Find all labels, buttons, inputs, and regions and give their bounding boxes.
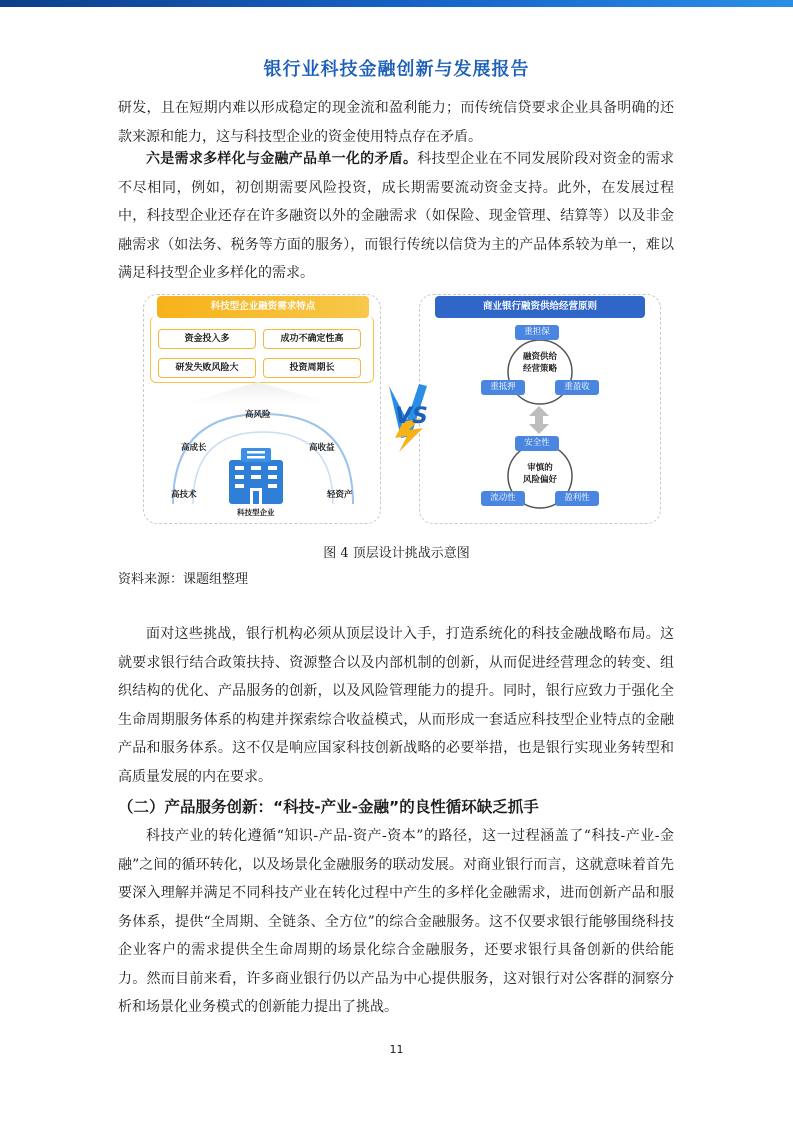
section-heading: （二）产品服务创新：“科技-产业-金融”的良性循环缺乏抓手 [118,798,539,816]
vs-text: VS [395,404,428,429]
left-panel-title: 科技型企业融资需求特点 [157,296,369,318]
paragraph-2 [118,145,674,288]
paragraph-2-lead: 六是需求多样化与金融产品单一化的矛盾。 [146,151,418,167]
pill-collateral: 重抵押 [481,380,525,395]
tag-investment-cycle: 投资周期长 [263,358,361,378]
page-number: 11 [389,1043,404,1056]
vs-lightning-icon [381,378,433,458]
tag-rd-failure-risk: 研发失败风险大 [158,358,256,378]
tag-capital-input: 资金投入多 [158,329,256,349]
top-accent-bar [0,0,793,7]
label-high-tech: 高技术 [171,490,197,500]
label-high-risk: 高风险 [245,410,271,420]
upper-circle-label: 融资供给 经营策略 [522,352,557,374]
label-high-return: 高收益 [309,443,335,453]
label-light-asset: 轻资产 [327,490,353,500]
figure-source: 资料来源：课题组整理 [118,572,249,587]
building-icon [225,442,287,504]
paragraph-4: 科技产业的转化遵循“知识-产品-资产-资本”的路径，这一过程涵盖了“科技-产业-金融”之间的循环转化，以及场景化金融服务的联动发展。对商业银行而言，这就意味着首先要深入理解并满足不同科技产业在转化过程中产生的多样化金融需求，进而创新产品和服务体系，提供“全周期、全链条、全方位”的综合金融服务。这不仅要求银行能够围绕科技企业客户的需求提供全生命周期的场景化综合金融服务，还要求银行具备创新的供给能力。然而目前来看，许多商业银行仍以产品为中心提供服务，这对银行对公客群的洞察分析和场景化业务模式的创新能力提出了挑战。 [118,828,674,1015]
figure-top-level-design [143,294,663,526]
right-panel-title: 商业银行融资供给经营原则 [435,296,645,318]
pill-profit: 重盈收 [555,380,599,395]
paragraph-2-body: 科技型企业在不同发展阶段对资金的需求不尽相同，例如，初创期需要风险投资，成长期需要流动资金支持。此外，在发展过程中，科技型企业还存在许多融资以外的金融需求（如保险、现金管理、结算等）以及非金融需求（如法务、税务等方面的服务），而银行传统以信贷为主的产品体系较为单一，难以满足科技型企业多样化的需求。 [118,151,675,281]
pill-liquidity: 流动性 [481,491,525,506]
paragraph-3: 面对这些挑战，银行机构必须从顶层设计入手，打造系统化的科技金融战略布局。这就要求银行结合政策扶持、资源整合以及内部机制的创新，从而促进经营理念的转变、组织结构的优化、产品服务的创新，以及风险管理能力的提升。同时，银行应致力于强化全生命周期服务体系的构建并探索综合收益模式，从而形成一套适应科技型企业特点的金融产品和服务体系。这不仅是响应国家科技创新战略的必要举措，也是银行实现业务转型和高质量发展的内在要求。 [118,626,674,785]
figure-caption: 图 4 顶层设计挑战示意图 [323,546,470,561]
pill-guarantee: 重担保 [515,325,559,340]
tag-success-uncertainty: 成功不确定性高 [263,329,361,349]
label-high-growth: 高成长 [181,443,207,453]
paragraph-1: 研发，且在短期内难以形成稳定的现金流和盈利能力；而传统信贷要求企业具备明确的还款来源和能力，这与科技型企业的资金使用特点存在矛盾。 [118,100,674,145]
double-arrow-icon [529,406,549,434]
pill-safety: 安全性 [515,436,559,451]
pill-profitability: 盈利性 [555,491,599,506]
report-title: 银行业科技金融创新与发展报告 [263,59,530,80]
label-tech-enterprise: 科技型企业 [237,508,275,517]
lower-circle-label: 审慎的 风险偏好 [522,463,557,485]
